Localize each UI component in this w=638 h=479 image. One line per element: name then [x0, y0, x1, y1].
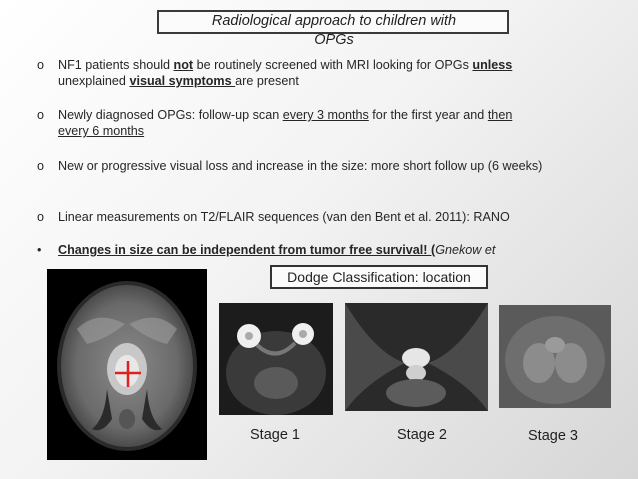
text: New or progressive visual loss and increase in the size: more short follow up (6 weeks) [58, 159, 543, 173]
bullet-linear-measurements [37, 209, 510, 225]
mri-stage-2-image [345, 303, 488, 411]
bullet-changes-in-size [37, 242, 495, 258]
bullet-marker: • [37, 243, 42, 257]
bullet-marker: o [37, 159, 45, 173]
underline-every-3-months: every 3 months [282, 108, 369, 122]
emphasis-unless: unless [472, 58, 513, 72]
stage-1-label: Stage 1 [250, 427, 300, 443]
slide-title [160, 12, 508, 50]
stage-3-label: Stage 3 [528, 428, 578, 444]
text: for the first year and [368, 108, 488, 122]
text: Linear measurements on T2/FLAIR sequences (van den Bent et al. 2011): RANO [58, 210, 510, 224]
emphasis-changes: Changes in size can be independent from tumor free survival! ( [58, 243, 436, 257]
citation-italic: Gnekow et [435, 243, 496, 257]
bullet-follow-up [37, 107, 512, 140]
text: are present [235, 74, 299, 89]
mri-stage-1-image [219, 303, 333, 415]
text: Newly diagnosed OPGs: follow-up scan [58, 108, 283, 122]
emphasis-not: not [173, 58, 194, 72]
bullet-marker: o [37, 210, 45, 224]
mri-stage-3-image [499, 305, 611, 408]
stage-2-label: Stage 2 [397, 427, 447, 443]
text: NF1 patients should [58, 58, 174, 72]
text: be routinely screened with MRI looking for OPGs [193, 58, 473, 72]
underline-then: then [487, 108, 513, 122]
bullet-marker: o [37, 108, 45, 122]
underline-every-6-months: every 6 months [58, 124, 145, 139]
bullet-marker: o [37, 58, 45, 72]
emphasis-visual-symptoms: visual symptoms [129, 74, 236, 89]
title-line-2: OPGs [314, 32, 354, 48]
bullet-nf1-screening [37, 57, 512, 90]
mri-axial-brain-image [47, 269, 207, 460]
dodge-classification-box: Dodge Classification: location [270, 265, 488, 289]
text: unexplained [58, 74, 130, 89]
title-line-1: Radiological approach to children with [211, 13, 457, 29]
bullet-visual-loss [37, 158, 542, 174]
